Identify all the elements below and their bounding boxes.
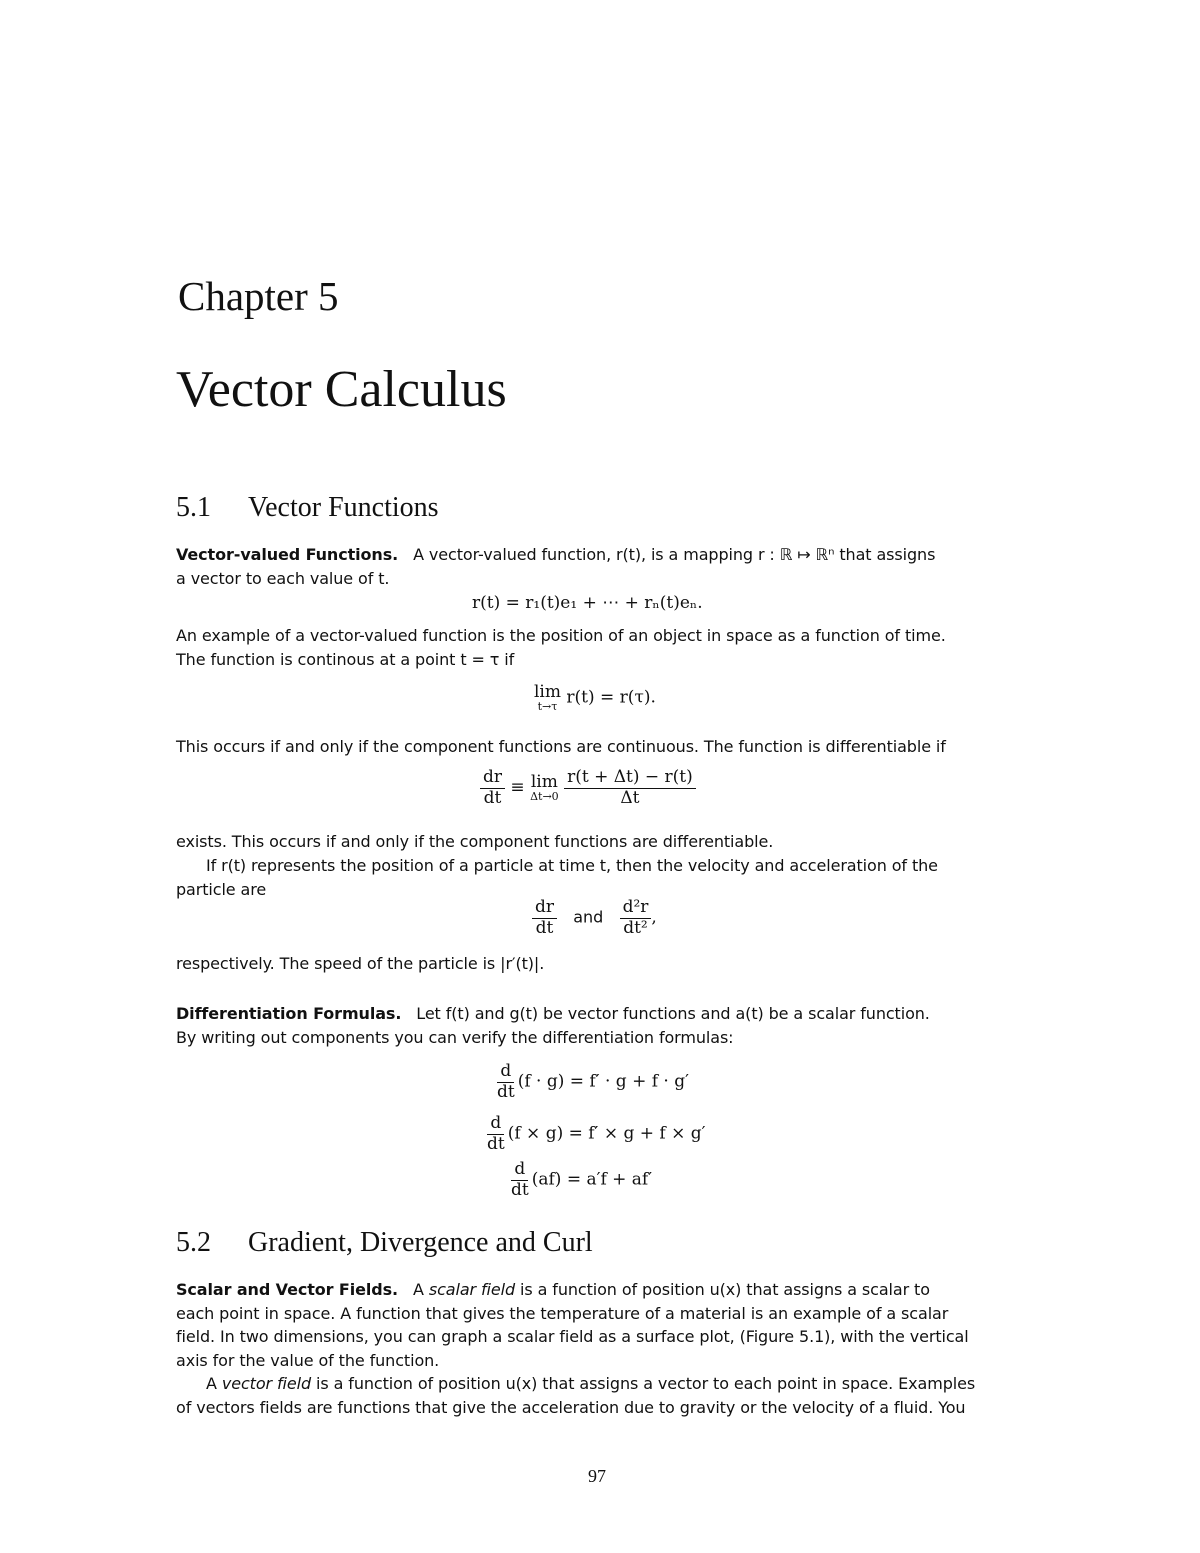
fraction-numerator: d: [497, 1062, 514, 1083]
paragraph-line: [176, 1280, 930, 1299]
formula-text: (f · g) = f′ · g + f · g′: [517, 1071, 689, 1092]
paragraph-line: By writing out components you can verify the differentiation formulas:: [176, 1028, 734, 1047]
section-heading-5-1: [176, 492, 876, 528]
limit-subscript: t→τ: [537, 700, 558, 713]
paragraph-text: A: [412, 1280, 424, 1299]
paragraph-text: A vector-valued function, r(t), is a mapping r : ℝ ↦ ℝⁿ that assigns: [413, 545, 936, 564]
emphasis-text: scalar field: [428, 1280, 516, 1299]
fraction-denominator: dt: [487, 1133, 505, 1154]
limit-operator: [530, 774, 559, 802]
section-title: Gradient, Divergence and Curl: [248, 1227, 593, 1258]
paragraph-line: exists. This occurs if and only if the component functions are differentiable.: [176, 832, 774, 851]
fraction-numerator: dr: [532, 898, 557, 919]
paragraph-heading: Scalar and Vector Fields.: [176, 1280, 399, 1299]
page-number: 97: [588, 1466, 606, 1486]
formula-scalar-product: [508, 1160, 652, 1200]
equation-velocity-acceleration: [532, 898, 657, 938]
and-text: and: [573, 907, 604, 927]
equiv-symbol: ≡: [510, 777, 525, 798]
formula-text: (af) = a′f + af′: [531, 1169, 653, 1190]
paragraph-line: [176, 1004, 930, 1023]
section-title: Vector Functions: [248, 492, 439, 523]
equation-vector-function: r(t) = r₁(t)e₁ + ⋯ + rₙ(t)eₙ.: [472, 593, 703, 613]
paragraph-text: Let f(t) and g(t) be vector functions and a(t) be a scalar function.: [416, 1004, 930, 1023]
fraction: [532, 898, 557, 938]
fraction-denominator: dt: [511, 1179, 529, 1200]
chapter-title: Vector Calculus: [176, 361, 507, 418]
fraction-denominator: dt: [535, 917, 554, 938]
paragraph-heading: Vector-valued Functions.: [176, 545, 399, 564]
paragraph-line: If r(t) represents the position of a particle at time t, then the velocity and acceleration of the: [206, 856, 938, 875]
paragraph-text: A: [206, 1374, 217, 1393]
paragraph-line: An example of a vector-valued function is the position of an object in space as a function of time.: [176, 626, 946, 645]
fraction: [494, 1062, 518, 1102]
fraction-denominator: Δt: [620, 787, 640, 808]
paragraph-line: of vectors fields are functions that give the acceleration due to gravity or the velocity of a fluid. You: [176, 1398, 966, 1417]
limit-operator: [534, 684, 561, 712]
formula-dot-product: [494, 1062, 689, 1102]
fraction: [508, 1160, 532, 1200]
paragraph-line: a vector to each value of t.: [176, 569, 390, 588]
comma: ,: [651, 907, 657, 928]
fraction-denominator: dt: [497, 1081, 515, 1102]
paragraph-line: respectively. The speed of the particle is |r′(t)|.: [176, 954, 545, 973]
paragraph-line: particle are: [176, 880, 267, 899]
formula-text: (f × g) = f′ × g + f × g′: [507, 1123, 706, 1144]
paragraph-line: each point in space. A function that gives the temperature of a material is an example of a scalar: [176, 1304, 949, 1323]
emphasis-text: vector field: [221, 1374, 312, 1393]
paragraph-text: is a function of position u(x) that assigns a scalar to: [520, 1280, 930, 1299]
section-number: 5.2: [176, 1227, 211, 1258]
chapter-label: Chapter 5: [178, 273, 339, 319]
paragraph-line: [176, 545, 935, 564]
paragraph-line: This occurs if and only if the component functions are continuous. The function is differentiable if: [176, 737, 946, 756]
limit-subscript: Δt→0: [530, 790, 559, 804]
fraction-denominator: dt: [483, 787, 502, 808]
fraction: [564, 768, 696, 808]
section-heading-5-2: [176, 1227, 876, 1263]
paragraph-line: field. In two dimensions, you can graph a scalar field as a surface plot, (Figure 5.1), with the vertical: [176, 1327, 969, 1346]
fraction-numerator: d: [511, 1160, 528, 1181]
section-number: 5.1: [176, 492, 211, 523]
formula-cross-product: [484, 1114, 706, 1154]
limit-text: lim: [534, 682, 561, 702]
fraction-numerator: dr: [480, 768, 505, 789]
limit-text: lim: [530, 772, 558, 793]
fraction: [484, 1114, 508, 1154]
equation-continuity: [534, 684, 656, 712]
equation-rhs: r(t) = r(τ).: [566, 687, 656, 708]
equation-derivative-definition: [480, 768, 696, 808]
paragraph-heading: Differentiation Formulas.: [176, 1004, 402, 1023]
fraction: [620, 898, 652, 938]
fraction: [480, 768, 505, 808]
fraction-numerator: d²r: [620, 898, 652, 919]
fraction-numerator: d: [487, 1114, 504, 1135]
paragraph-line: The function is continous at a point t = τ if: [176, 650, 515, 669]
paragraph-text: is a function of position u(x) that assigns a vector to each point in space. Examples: [316, 1374, 976, 1393]
fraction-denominator: dt²: [623, 917, 648, 938]
paragraph-line: axis for the value of the function.: [176, 1351, 440, 1370]
fraction-numerator: r(t + Δt) − r(t): [564, 768, 696, 789]
paragraph-line: [206, 1374, 975, 1393]
